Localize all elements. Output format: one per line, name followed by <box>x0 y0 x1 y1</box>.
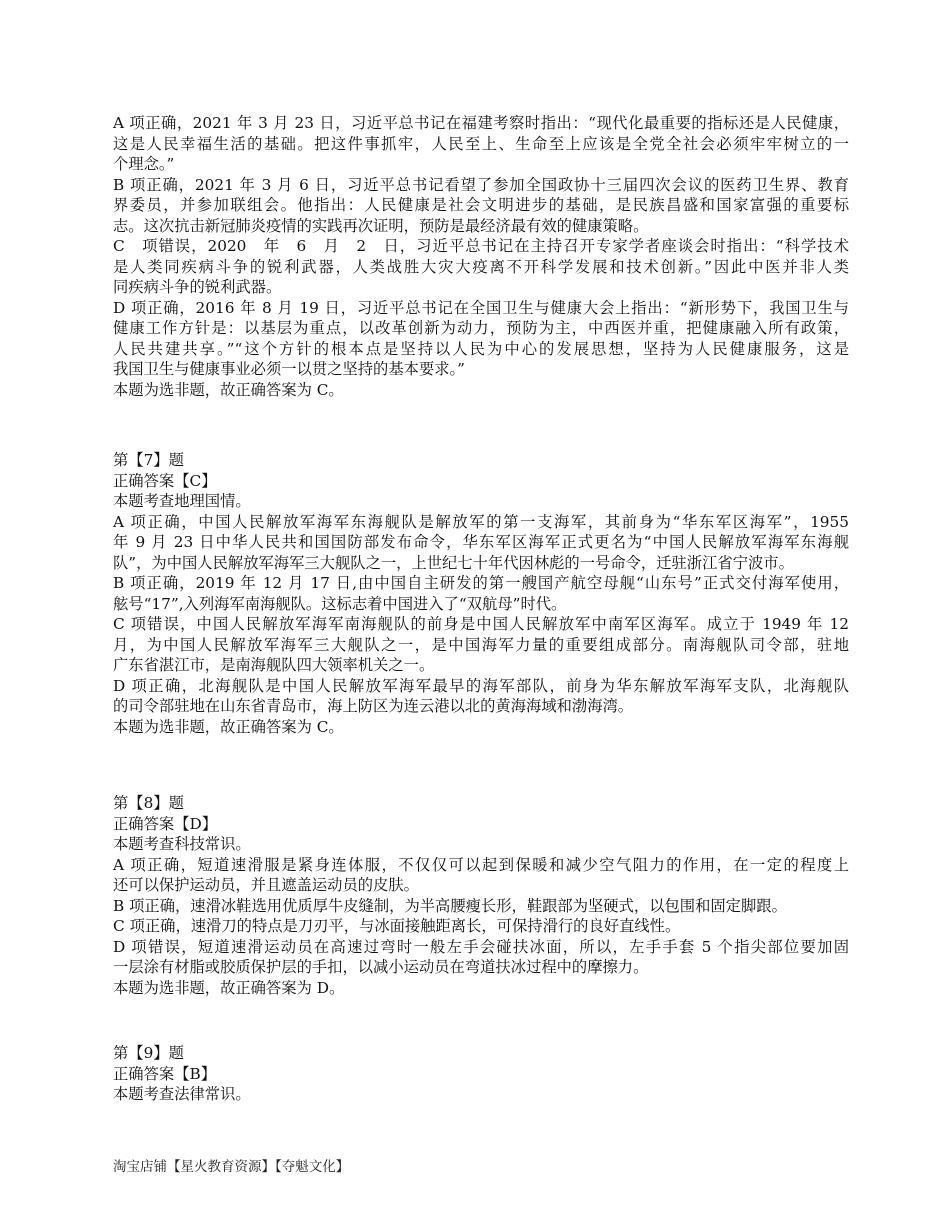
paragraph <box>113 380 849 401</box>
paragraph <box>113 1064 849 1085</box>
paragraph <box>113 614 849 676</box>
text-line: 舷号“17”,入列海军南海舰队。这标志着中国进入了“双航母”时代。 <box>113 594 567 613</box>
text-line: 本题为选非题，故正确答案为 C。 <box>113 717 344 736</box>
paragraph <box>113 298 849 380</box>
text-line: 本题为选非题，故正确答案为 C。 <box>113 380 344 399</box>
answer-explanation-q6 <box>113 113 849 400</box>
paragraph <box>113 512 849 574</box>
paragraph <box>113 175 849 237</box>
text-line: 本题考查法律常识。 <box>113 1085 251 1103</box>
text-line: 年 9 月 23 日中华人民共和国国防部发布命令，华东军区海军正式更名为“中国人民解放军海军东海舰 <box>113 533 849 551</box>
text-line: D 项错误，短道速滑运动员在高速过弯时一般左手会碰扶冰面，所以，左手手套 5 个指尖部位要加固 <box>113 937 849 956</box>
text-line: C 项错误，2020 年 6 月 2 日，习近平总书记在主持召开专家学者座谈会时指出：“科学技术 <box>113 237 849 255</box>
paragraph <box>113 916 849 937</box>
page-footer: 淘宝店铺【星火教育资源】【夺魁文化】 <box>113 1159 350 1175</box>
text-line: B 项正确，2019 年 12 月 17 日,由中国自主研发的第一艘国产航空母舰“山东号”正式交付海军使用， <box>113 574 849 592</box>
paragraph <box>113 793 849 814</box>
text-line: 同疾病斗争的锐利武器。 <box>113 278 282 296</box>
paragraph <box>113 717 849 738</box>
paragraph <box>113 814 849 835</box>
text-line: A 项正确，短道速滑服是紧身连体服，不仅仅可以起到保暖和减少空气阻力的作用，在一定的程度上 <box>113 855 849 874</box>
paragraph <box>113 855 849 896</box>
text-line: 广东省湛江市，是南海舰队四大领率机关之一。 <box>113 656 435 674</box>
paragraph <box>113 491 849 512</box>
text-line: 第【7】题 <box>113 451 184 469</box>
text-line: 第【8】题 <box>113 794 184 812</box>
text-line: A 项正确，2021 年 3 月 23 日，习近平总书记在福建考察时指出：“现代化最重要的指标还是人民健康， <box>113 114 849 132</box>
text-line: 人民共建共享。”“这个方针的根本点是坚持以人民为中心的发展思想，坚持为人民健康服务，这是 <box>113 339 849 358</box>
paragraph <box>113 1084 849 1105</box>
text-line: 正确答案【D】 <box>113 814 218 833</box>
paragraph <box>113 1043 849 1064</box>
text-line: 一层涂有材脂或胶质保护层的手扣，以减小运动员在弯道扶冰过程中的摩擦力。 <box>113 958 649 976</box>
text-line: 个理念。” <box>113 155 175 173</box>
paragraph <box>113 471 849 492</box>
text-line: 是人类同疾病斗争的锐利武器，人类战胜大灾大疫离不开科学发展和技术创新。”因此中医并非人类 <box>113 257 849 276</box>
text-line: C 项错误，中国人民解放军海军南海舰队的前身是中国人民解放军中南军区海军。成立于 1949 年 12 <box>113 615 849 633</box>
text-line: 正确答案【C】 <box>113 471 217 490</box>
paragraph <box>113 896 849 917</box>
text-line: D 项正确，北海舰队是中国人民解放军海军最早的海军部队，前身为华东解放军海军支队，北海舰队 <box>113 676 849 695</box>
text-line: 第【9】题 <box>113 1044 184 1062</box>
text-line: 本题为选非题，故正确答案为 D。 <box>113 978 345 997</box>
text-line: 我国卫生与健康事业必须一以贯之坚持的基本要求。” <box>113 360 465 378</box>
text-line: 还可以保护运动员，并且遮盖运动员的皮肤。 <box>113 876 419 894</box>
text-line: 的司令部驻地在山东省青岛市，海上防区为连云港以北的黄海海域和渤海湾。 <box>113 697 634 715</box>
question-9-section <box>113 1043 849 1105</box>
text-line: B 项正确，速滑冰鞋选用优质厚牛皮缝制，为半高腰瘦长形，鞋跟部为坚硬式，以包围和固定脚跟。 <box>113 896 787 915</box>
text-line: D 项正确，2016 年 8 月 19 日，习近平总书记在全国卫生与健康大会上指出：“新形势下，我国卫生与 <box>113 298 849 317</box>
paragraph <box>113 236 849 298</box>
text-line: 月，为中国人民解放军海军三大舰队之一，是中国海军力量的重要组成部分。南海舰队司令部，驻地 <box>113 635 849 654</box>
text-line: 这是人民幸福生活的基础。把这件事抓牢，人民至上、生命至上应该是全党全社会必须牢牢树立的一 <box>113 134 849 153</box>
paragraph <box>113 937 849 978</box>
paragraph <box>113 113 849 175</box>
question-8-section <box>113 793 849 998</box>
text-line: A 项正确，中国人民解放军海军东海舰队是解放军的第一支海军，其前身为“华东军区海军”，1955 <box>113 512 849 531</box>
question-7-section <box>113 450 849 737</box>
paragraph <box>113 573 849 614</box>
paragraph <box>113 978 849 999</box>
text-line: C 项正确，速滑刀的特点是刀刃平，与冰面接触距离长，可保持滑行的良好直线性。 <box>113 917 681 935</box>
text-line: 志。这次抗击新冠肺炎疫情的实践再次证明，预防是最经济最有效的健康策略。 <box>113 216 649 235</box>
paragraph <box>113 834 849 855</box>
text-line: 本题考查地理国情。 <box>113 492 251 510</box>
paragraph <box>113 450 849 471</box>
text-line: 正确答案【B】 <box>113 1064 217 1083</box>
paragraph <box>113 676 849 717</box>
text-line: B 项正确，2021 年 3 月 6 日，习近平总书记看望了参加全国政协十三届四次会议的医药卫生界、教育 <box>113 175 849 194</box>
text-line: 本题考查科技常识。 <box>113 835 251 853</box>
text-line: 界委员，并参加联组会。他指出：人民健康是社会文明进步的基础，是民族昌盛和国家富强的重要标 <box>113 196 849 214</box>
text-line: 健康工作方针是：以基层为重点，以改革创新为动力，预防为主，中西医并重，把健康融入所有政策， <box>113 319 849 337</box>
text-line: 队”，为中国人民解放军海军三大舰队之一，上世纪七十年代因林彪的一号命令，迁驻浙江省宁波市。 <box>113 553 794 572</box>
